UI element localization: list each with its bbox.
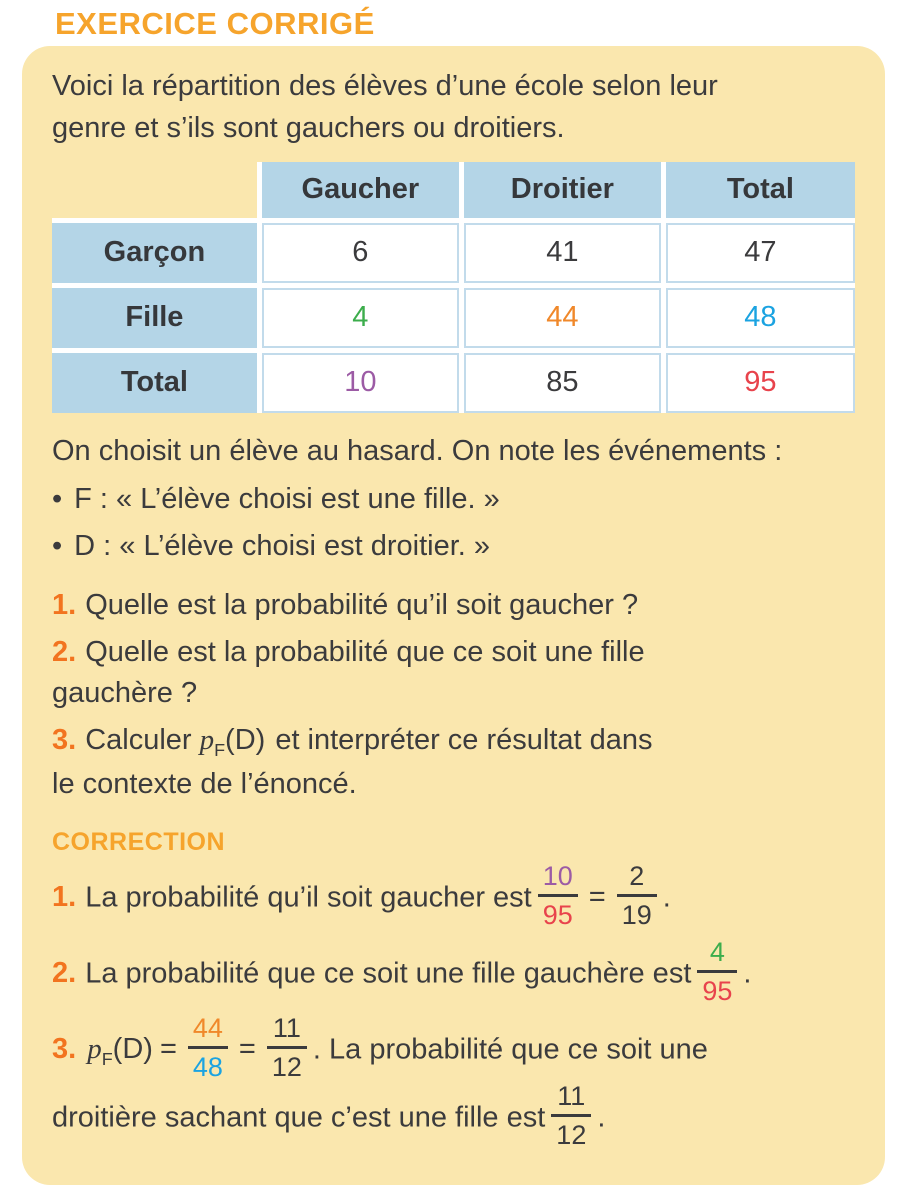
intro-line-1: Voici la répartition des élèves d’une école selon leur (52, 70, 718, 102)
question-2 (52, 632, 855, 716)
fraction-4-95 (697, 938, 737, 1006)
table-header-total: Total (666, 162, 855, 218)
fraction-11-12 (267, 1014, 307, 1082)
math-arg-d: (D) (225, 724, 266, 757)
fraction-44-48 (188, 1014, 228, 1082)
event-item-d (52, 524, 855, 569)
frequency-table-wrap (52, 162, 855, 413)
cell-total-droitier: 85 (464, 353, 661, 413)
exercise-card (22, 46, 885, 1185)
table-header-droitier: Droitier (464, 162, 661, 218)
probability-notation (199, 724, 266, 761)
correction-1-text: La probabilité qu’il soit gaucher est (85, 881, 532, 914)
equals-sign: = (588, 881, 606, 914)
correction-step-3 (52, 1012, 855, 1153)
question-3 (52, 720, 855, 805)
cell-garcon-gaucher: 6 (262, 223, 459, 283)
table-row-fille (52, 288, 855, 348)
event-d-text: D : « L’élève choisi est droitier. » (74, 530, 491, 563)
question-2-line-1: Quelle est la probabilité que ce soit une fille (85, 635, 645, 668)
equals-sign: = (238, 1033, 256, 1066)
question-2-line-2: gauchère ? (52, 677, 198, 710)
correction-block (52, 860, 855, 1153)
fraction-11-12 (551, 1082, 591, 1150)
math-p: p (199, 724, 215, 757)
cell-fille-droitier: 44 (464, 288, 661, 348)
table-header-gaucher: Gaucher (262, 162, 459, 218)
fraction-numerator: 2 (629, 860, 645, 891)
bullet-icon: • (52, 530, 63, 563)
fraction-denominator: 12 (551, 1114, 591, 1150)
events-list (52, 477, 855, 569)
question-2-number: 2. (52, 635, 77, 668)
correction-heading: CORRECTION (52, 827, 226, 856)
question-3-number: 3. (52, 724, 77, 757)
question-3-line-1: et interpréter ce résultat dans (275, 724, 653, 757)
sentence-period: . (743, 957, 752, 990)
row-label-garcon: Garçon (52, 223, 257, 283)
cell-fille-gaucher: 4 (262, 288, 459, 348)
question-3-pre: Calculer (85, 724, 192, 757)
page-title: EXERCICE CORRIGÉ (55, 6, 375, 41)
fraction-numerator: 11 (272, 1012, 301, 1043)
question-1-text: Quelle est la probabilité qu’il soit gaucher ? (85, 588, 639, 621)
cell-garcon-droitier: 41 (464, 223, 661, 283)
fraction-10-95 (538, 862, 578, 930)
math-sub-f: F (101, 1049, 113, 1070)
correction-step-1 (52, 860, 855, 933)
fraction-denominator: 95 (697, 970, 737, 1006)
question-1 (52, 585, 855, 627)
correction-2-number: 2. (52, 957, 77, 990)
questions-block (52, 585, 855, 806)
cell-total-gaucher: 10 (262, 353, 459, 413)
fraction-numerator: 11 (557, 1080, 586, 1111)
table-header-row (52, 162, 855, 218)
fraction-denominator: 48 (188, 1046, 228, 1082)
question-1-number: 1. (52, 588, 77, 621)
math-arg-d: (D) (112, 1033, 153, 1066)
row-label-fille: Fille (52, 288, 257, 348)
correction-3-number: 3. (52, 1033, 77, 1066)
events-lead: On choisit un élève au hasard. On note les événements : (52, 434, 783, 467)
event-item-f (52, 477, 855, 522)
correction-3-text-line-2: droitière sachant que c’est une fille est (52, 1101, 546, 1134)
fraction-denominator: 12 (267, 1046, 307, 1082)
cell-garcon-total: 47 (666, 223, 855, 283)
math-sub-f: F (214, 740, 226, 761)
frequency-table (52, 162, 855, 413)
intro-paragraph (52, 66, 855, 150)
correction-2-text: La probabilité que ce soit une fille gauchère est (85, 957, 692, 990)
correction-1-number: 1. (52, 881, 77, 914)
fraction-numerator: 44 (192, 1012, 223, 1043)
probability-notation (87, 1033, 153, 1070)
fraction-denominator: 19 (617, 894, 657, 930)
table-row-garcon (52, 223, 855, 283)
sentence-period: . (662, 881, 671, 914)
table-row-total (52, 353, 855, 413)
table-corner-cell (52, 162, 257, 218)
equals-sign: = (159, 1033, 177, 1066)
bullet-icon: • (52, 483, 63, 516)
fraction-denominator: 95 (538, 894, 578, 930)
intro-line-2: genre et s’ils sont gauchers ou droitiers. (52, 111, 565, 144)
fraction-2-19 (617, 862, 657, 930)
sentence-period: . (597, 1101, 606, 1134)
correction-3-text-line-1: . La probabilité que ce soit une (312, 1033, 708, 1066)
math-p: p (87, 1033, 102, 1066)
cell-fille-total: 48 (666, 288, 855, 348)
fraction-numerator: 4 (709, 936, 725, 967)
fraction-numerator: 10 (542, 860, 573, 891)
cell-total-total: 95 (666, 353, 855, 413)
correction-step-2 (52, 936, 855, 1009)
question-3-line-2: le contexte de l’énoncé. (52, 767, 357, 800)
row-label-total: Total (52, 353, 257, 413)
event-f-text: F : « L’élève choisi est une fille. » (74, 483, 500, 516)
